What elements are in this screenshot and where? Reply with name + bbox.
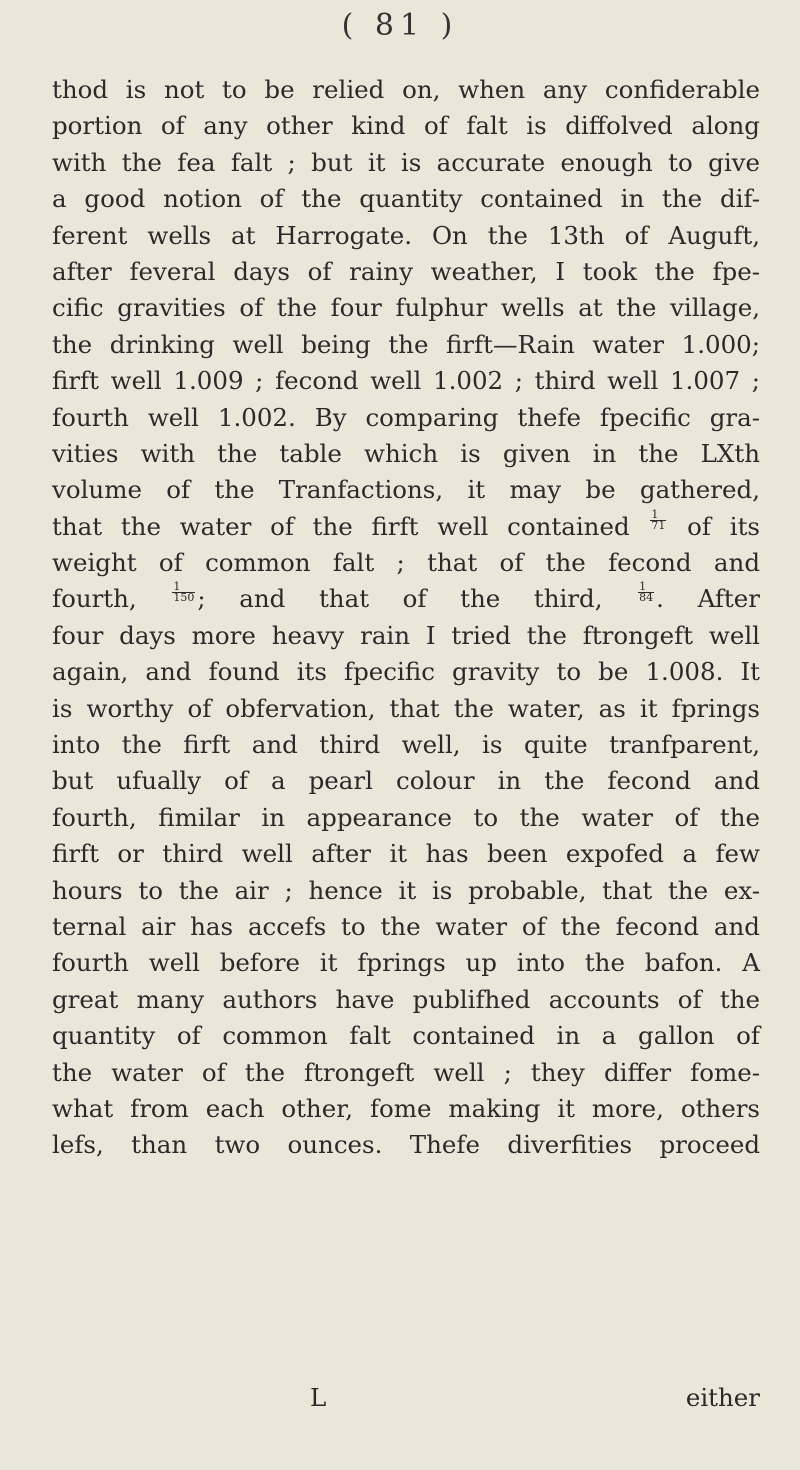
text-line: the drinking well being the firft—Rain water 1.000; [52, 329, 760, 359]
text-segment: of its [687, 511, 760, 541]
text-segment: fourth, [52, 584, 137, 614]
text-line: fourth, fimilar in appearance to the water of the [52, 802, 760, 832]
text-line: into the firft and third well, is quite tranfparent, [52, 730, 760, 760]
text-line: the water of the ftrongeft well ; they differ fome- [52, 1057, 760, 1087]
text-line: great many authors have publifhed accounts of the [52, 984, 760, 1014]
fraction [650, 507, 666, 532]
page-footer [52, 1380, 760, 1416]
text-line: after feveral days of rainy weather, I took the fpe- [52, 256, 760, 286]
text-line: with the fea falt ; but it is accurate enough to give [52, 147, 760, 177]
text-line: cific gravities of the four fulphur wells at the village, [52, 293, 760, 323]
text-line: thod is not to be relied on, when any confiderable [52, 75, 760, 104]
fraction-denominator: 150 [173, 591, 195, 605]
text-line: quantity of common falt contained in a gallon of [52, 1021, 760, 1051]
signature-mark: L [310, 1383, 327, 1412]
text-line: is worthy of obfervation, that the water, as it fprings [52, 693, 760, 723]
text-line: firft well 1.009 ; fecond well 1.002 ; third well 1.007 ; [52, 366, 760, 396]
text-line: a good notion of the quantity contained in the dif- [52, 184, 760, 214]
text-segment: that the water of the firft well contained [52, 511, 630, 541]
fraction-denominator: 84 [639, 591, 654, 605]
text-line: volume of the Tranfactions, it may be gathered, [52, 475, 760, 505]
text-segment: . After [656, 584, 760, 614]
text-line: ternal air has accefs to the water of the fecond and [52, 911, 760, 941]
text-line: fourth well before it fprings up into the bafon. A [52, 948, 760, 978]
text-line: but ufually of a pearl colour in the fecond and [52, 766, 760, 796]
text-line: vities with the table which is given in the LXth [52, 438, 760, 468]
text-line: what from each other, fome making it more, others [52, 1093, 760, 1123]
body-text [52, 72, 760, 1164]
text-line-with-fraction [52, 581, 760, 617]
text-segment: ; and that of the third, [197, 584, 603, 614]
fraction [172, 582, 195, 603]
text-line-with-fraction [52, 509, 760, 545]
text-line: fourth well 1.002. By comparing thefe fpecific gra- [52, 402, 760, 432]
fraction [638, 582, 654, 603]
fraction-numerator: 1 [172, 582, 195, 593]
fraction-denominator: 71 [651, 518, 666, 532]
catchword: either [685, 1383, 760, 1412]
text-line: weight of common falt ; that of the fecond and [52, 548, 760, 578]
text-line: hours to the air ; hence it is probable, that the ex- [52, 875, 760, 905]
text-line: firft or third well after it has been expofed a few [52, 839, 760, 869]
page-number-header: ( 81 ) [341, 8, 459, 43]
text-line: again, and found its fpecific gravity to be 1.008. It [52, 657, 760, 687]
fraction-numerator: 1 [638, 582, 654, 593]
text-line: ferent wells at Harrogate. On the 13th of Auguft, [52, 220, 760, 250]
text-line: lefs, than two ounces. Thefe diverfities proceed [52, 1130, 760, 1160]
fraction-numerator: 1 [650, 510, 666, 521]
text-line: four days more heavy rain I tried the ftrongeft well [52, 620, 760, 650]
text-line: portion of any other kind of falt is diffolved along [52, 111, 760, 141]
